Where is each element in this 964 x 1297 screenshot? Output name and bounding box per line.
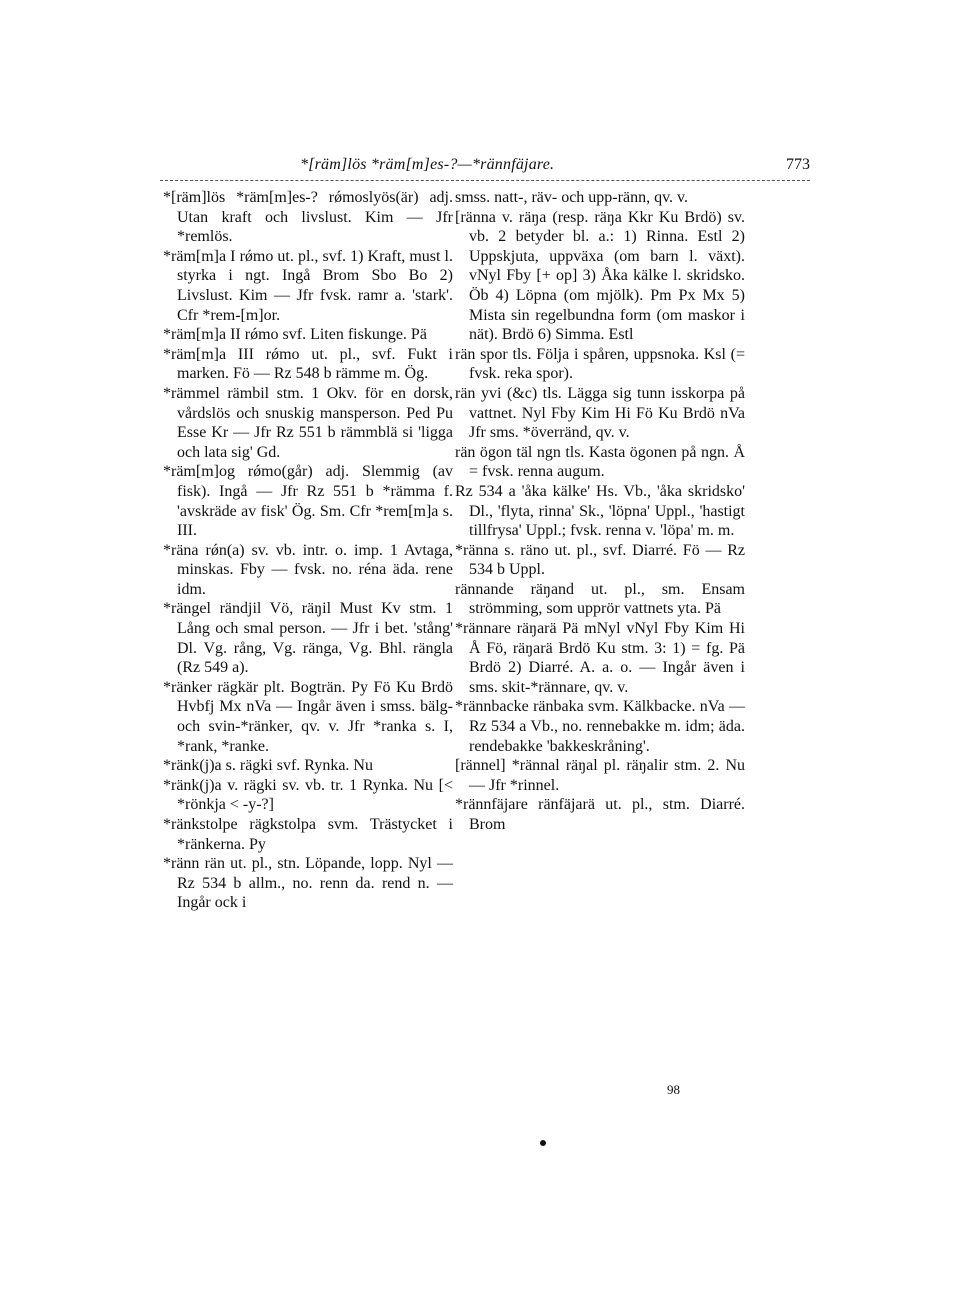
dictionary-entry: *ränna s. räno ut. pl., svf. Diarré. Fö — Rz 534 b Uppl. [455,541,745,579]
dictionary-entry: *[räm]lös *räm[m]es-? rǿmoslyös(är) adj. Utan kraft och livslust. Kim — Jfr *remlös. [163,189,453,246]
dictionary-entry: *rännare räŋarä Pä mNyl vNyl Fby Kim Hi Å Fö, räŋarä Brdö Ku stm. 3: 1) = fg. Pä Brdö 2) Diarré. A. a. o. — Ingår även i sms. skit-*rännare, qv. v. [455,620,745,696]
dictionary-entry: *räna rǿn(a) sv. vb. intr. o. imp. 1 Avtaga, minskas. Fby — fvsk. no. réna äda. rene idm. [163,541,453,598]
dictionary-entry: [rännel] *rännal räŋal pl. räŋalir stm. 2. Nu — Jfr *rinnel. [455,757,745,794]
dictionary-entry: rän yvi (&c) tls. Lägga sig tunn isskorpa på vattnet. Nyl Fby Kim Hi Fö Ku Brdö nVa Jfr sms. *överränd, qv. v. [455,384,745,442]
dictionary-entry: Rz 534 a 'åka kälke' Hs. Vb., 'åka skridsko' Dl., 'flyta, rinna' Sk., 'löpna' Uppl., 'hastigt tillfrysa' Uppl.; fvsk. renna v. 'löpa' m. m. [455,482,745,540]
running-head: *[räm]lös *räm[m]es-?—*rännfäjare. [300,156,555,173]
dictionary-entry: rän ögon täl ngn tls. Kasta ögonen på ngn. Å = fvsk. renna augum. [455,443,745,481]
dictionary-entry: *räm[m]og rǿmo(går) adj. Slemmig (av fisk). Ingå — Jfr Rz 551 b *rämma f. 'avskräde av fisk' Ög. Sm. Cfr *rem[m]a s. III. [163,463,453,540]
page-number: 773 [786,156,810,173]
dictionary-entry: *rämmel rämbil stm. 1 Okv. för en dorsk, vårdslös och snuskig mansperson. Ped Pu Esse Kr — Jfr Rz 551 b rämmblä si 'ligga och lata sig' Gd. [163,384,453,461]
dictionary-entry: rän spor tls. Följa i spåren, uppsnoka. Ksl (= fvsk. reka spor). [455,345,745,383]
dictionary-entry: *rängel rändjil Vö, räŋil Must Kv stm. 1 Lång och smal person. — Jfr i bet. 'stång' Dl. Vg. rång, Vg. ränga, Vg. Bhl. rängla (Rz 549 a). [163,600,453,677]
dictionary-entry: [ränna v. räŋa (resp. räŋa Kkr Ku Brdö) sv. vb. 2 betyder bl. a.: 1) Rinna. Estl 2) Uppskjuta, uppväxa (om barn l. växt). vNyl Fby [+ op] 3) Åka kälke l. skridsko. Öb 4) Löpna (om mjölk). Pm Px Mx 5) Mista sin regelbundna form (om maskor i nät). Brdö 6) Simma. Estl [455,208,745,344]
signature-mark: 98 [667,1082,680,1097]
dictionary-entry: *räm[m]a I rǿmo ut. pl., svf. 1) Kraft, must l. styrka i ngt. Ingå Brom Sbo Bo 2) Livslust. Kim — Jfr fvsk. ramr a. 'stark'. Cfr *rem-[m]or. [163,247,453,324]
dictionary-entry: *ränker rägkär plt. Bogträn. Py Fö Ku Brdö Hvbfj Mx nVa — Ingår även i smss. bälg- och svin-*ränker, qv. v. Jfr *ranka s. I, *rank, *ranke. [163,678,453,755]
left-column [163,188,453,913]
dictionary-entry: rännande räŋand ut. pl., sm. Ensam strömming, som upprör vattnets yta. Pä [455,580,745,618]
right-column [455,188,745,835]
dictionary-entry: *rännbacke ränbaka svm. Kälkbacke. nVa — Rz 534 a Vb., no. rennebakke m. idm; äda. rendebakke 'bakkeskråning'. [455,698,745,755]
dictionary-entry: *räm[m]a III rǿmo ut. pl., svf. Fukt i marken. Fö — Rz 548 b rämme m. Ög. [163,345,453,383]
print-dot [540,1140,546,1146]
dictionary-entry: *rännfäjare ränfäjarä ut. pl., stm. Diarré. Brom [455,796,745,833]
dictionary-entry: *ränkstolpe rägkstolpa svm. Trästycket i *ränkerna. Py [163,816,453,853]
page-header [160,152,810,180]
dictionary-entry: *ränk(j)a v. rägki sv. vb. tr. 1 Rynka. Nu [< *rönkja < -y-?] [163,776,453,814]
dictionary-entry: *ränn rän ut. pl., stn. Löpande, lopp. Nyl — Rz 534 b allm., no. renn da. rend n. — Ingår ock i [163,855,453,912]
header-rule [160,180,810,181]
dictionary-entry: *ränk(j)a s. rägki svf. Rynka. Nu [163,757,373,775]
dictionary-entry: smss. natt-, räv- och upp-ränn, qv. v. [455,189,688,206]
dictionary-entry: *räm[m]a II rǿmo svf. Liten fiskunge. Pä [163,326,427,344]
